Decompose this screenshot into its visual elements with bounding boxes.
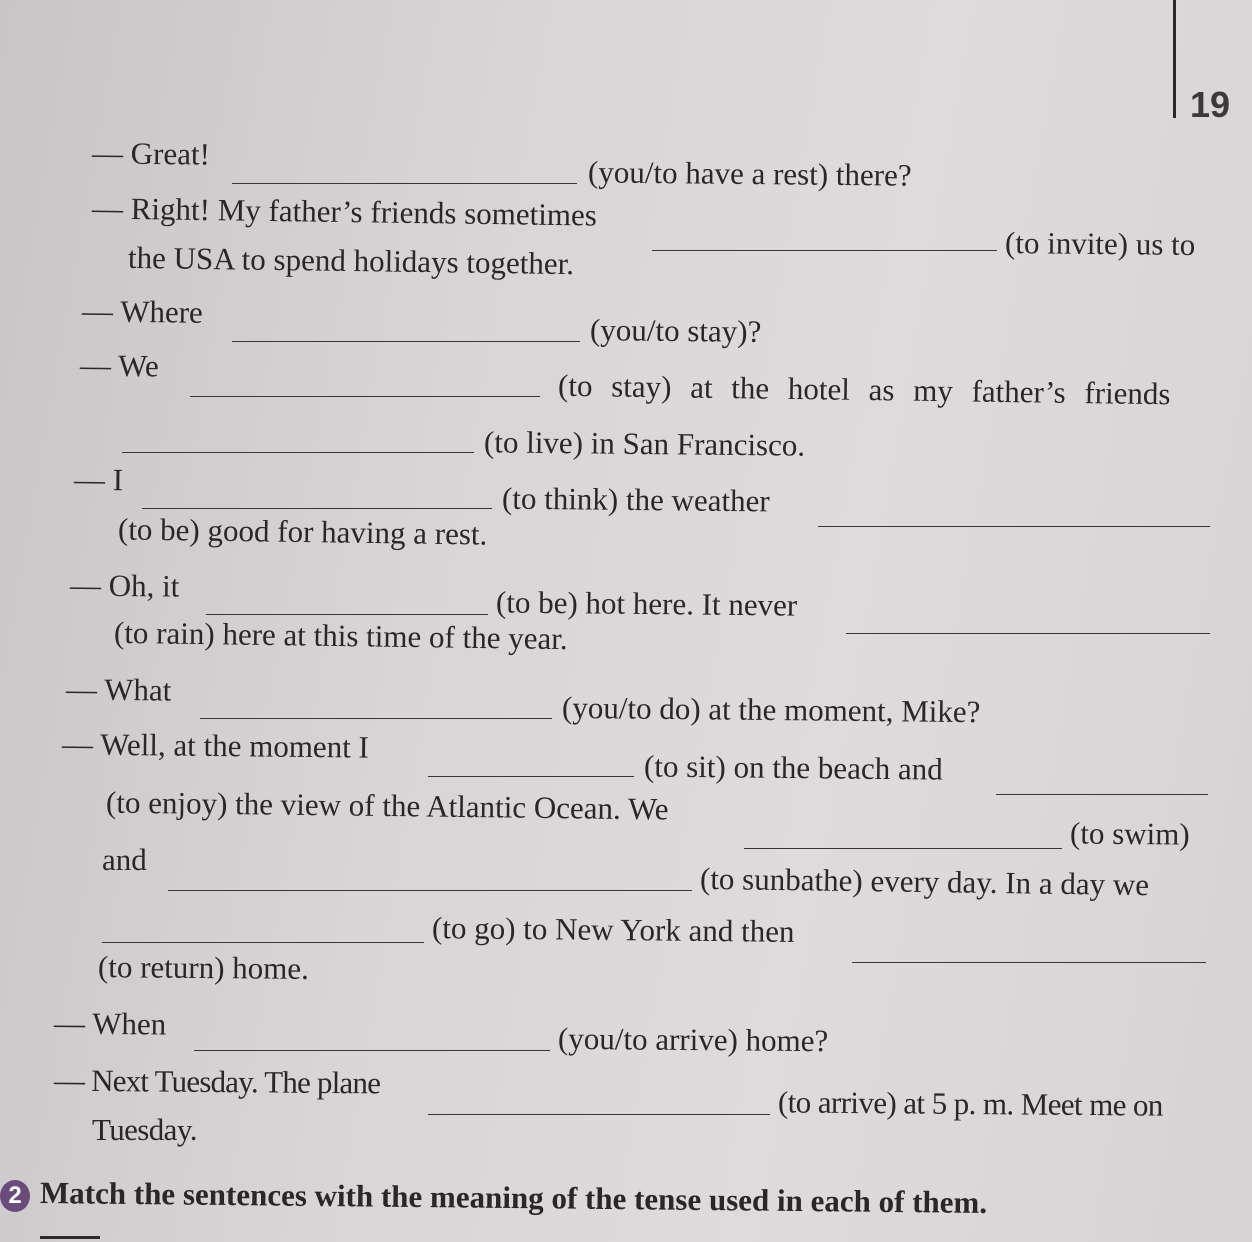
verb-hint: (to live) in San Francisco. xyxy=(483,424,806,463)
answer-blank[interactable] xyxy=(428,1114,770,1115)
answer-blank[interactable] xyxy=(232,183,577,184)
answer-blank[interactable] xyxy=(102,942,424,943)
dialogue-text: and xyxy=(102,842,147,877)
page-number: 19 xyxy=(1190,84,1231,125)
verb-hint: (you/to have a rest) there? xyxy=(587,154,912,193)
page-edge-rule xyxy=(1173,0,1176,118)
verb-hint: (to go) to New York and then xyxy=(431,910,795,949)
verb-hint: (to swim) xyxy=(1069,815,1190,852)
answer-blank[interactable] xyxy=(996,794,1208,795)
verb-hint: (to invite) us to xyxy=(1004,225,1196,262)
dialogue-text: — Oh, it xyxy=(69,567,180,604)
answer-blank[interactable] xyxy=(168,890,692,891)
dialogue-text: — We xyxy=(79,347,159,384)
dialogue-text: — I xyxy=(73,461,124,498)
dialogue-text: — Where xyxy=(81,293,204,330)
answer-blank[interactable] xyxy=(852,962,1206,963)
dialogue-text: Tuesday. xyxy=(92,1112,197,1147)
answer-blank[interactable] xyxy=(142,508,492,509)
answer-blank[interactable] xyxy=(652,250,997,251)
dialogue-text: the USA to spend holidays together. xyxy=(127,239,575,282)
verb-hint: (to be) hot here. It never xyxy=(495,584,798,623)
answer-blank[interactable] xyxy=(206,614,488,615)
verb-hint: (to sunbathe) every day. In a day we xyxy=(699,860,1150,903)
exercise-number-badge: 2 xyxy=(0,1180,30,1212)
bottom-rule xyxy=(40,1236,100,1239)
dialogue-text: — Next Tuesday. The plane xyxy=(53,1062,381,1101)
answer-blank[interactable] xyxy=(122,452,474,453)
verb-hint: (you/to do) at the moment, Mike? xyxy=(561,689,981,730)
exercise-heading: Match the sentences with the meaning of the tense used in each of them. xyxy=(39,1175,988,1220)
answer-blank[interactable] xyxy=(744,848,1062,849)
dialogue-text: — Well, at the moment I xyxy=(61,726,370,765)
dialogue-text: — What xyxy=(65,671,172,708)
answer-blank[interactable] xyxy=(194,1050,550,1051)
dialogue-text: — When xyxy=(53,1005,167,1042)
verb-hint: (to rain) here at this time of the year. xyxy=(113,614,568,657)
verb-hint: (to think) the weather xyxy=(501,480,770,519)
answer-blank[interactable] xyxy=(232,341,580,342)
dialogue-text: — Right! My father’s friends sometimes xyxy=(91,190,598,233)
verb-hint: (to be) good for having a rest. xyxy=(117,511,488,552)
verb-hint: (to arrive) at 5 p. m. Meet me on xyxy=(777,1084,1163,1123)
verb-hint: (to enjoy) the view of the Atlantic Ocean. We xyxy=(105,784,669,827)
verb-hint: (to return) home. xyxy=(97,949,310,986)
answer-blank[interactable] xyxy=(190,396,540,397)
verb-hint: (you/to stay)? xyxy=(589,312,762,349)
answer-blank[interactable] xyxy=(428,776,634,777)
answer-blank[interactable] xyxy=(818,526,1210,527)
verb-hint: (to stay) at the hotel as my father’s friends xyxy=(557,367,1171,412)
dialogue-text: — Great! xyxy=(91,135,211,172)
verb-hint: (to sit) on the beach and xyxy=(643,748,943,787)
answer-blank[interactable] xyxy=(846,633,1210,634)
verb-hint: (you/to arrive) home? xyxy=(557,1020,829,1059)
answer-blank[interactable] xyxy=(200,718,552,719)
